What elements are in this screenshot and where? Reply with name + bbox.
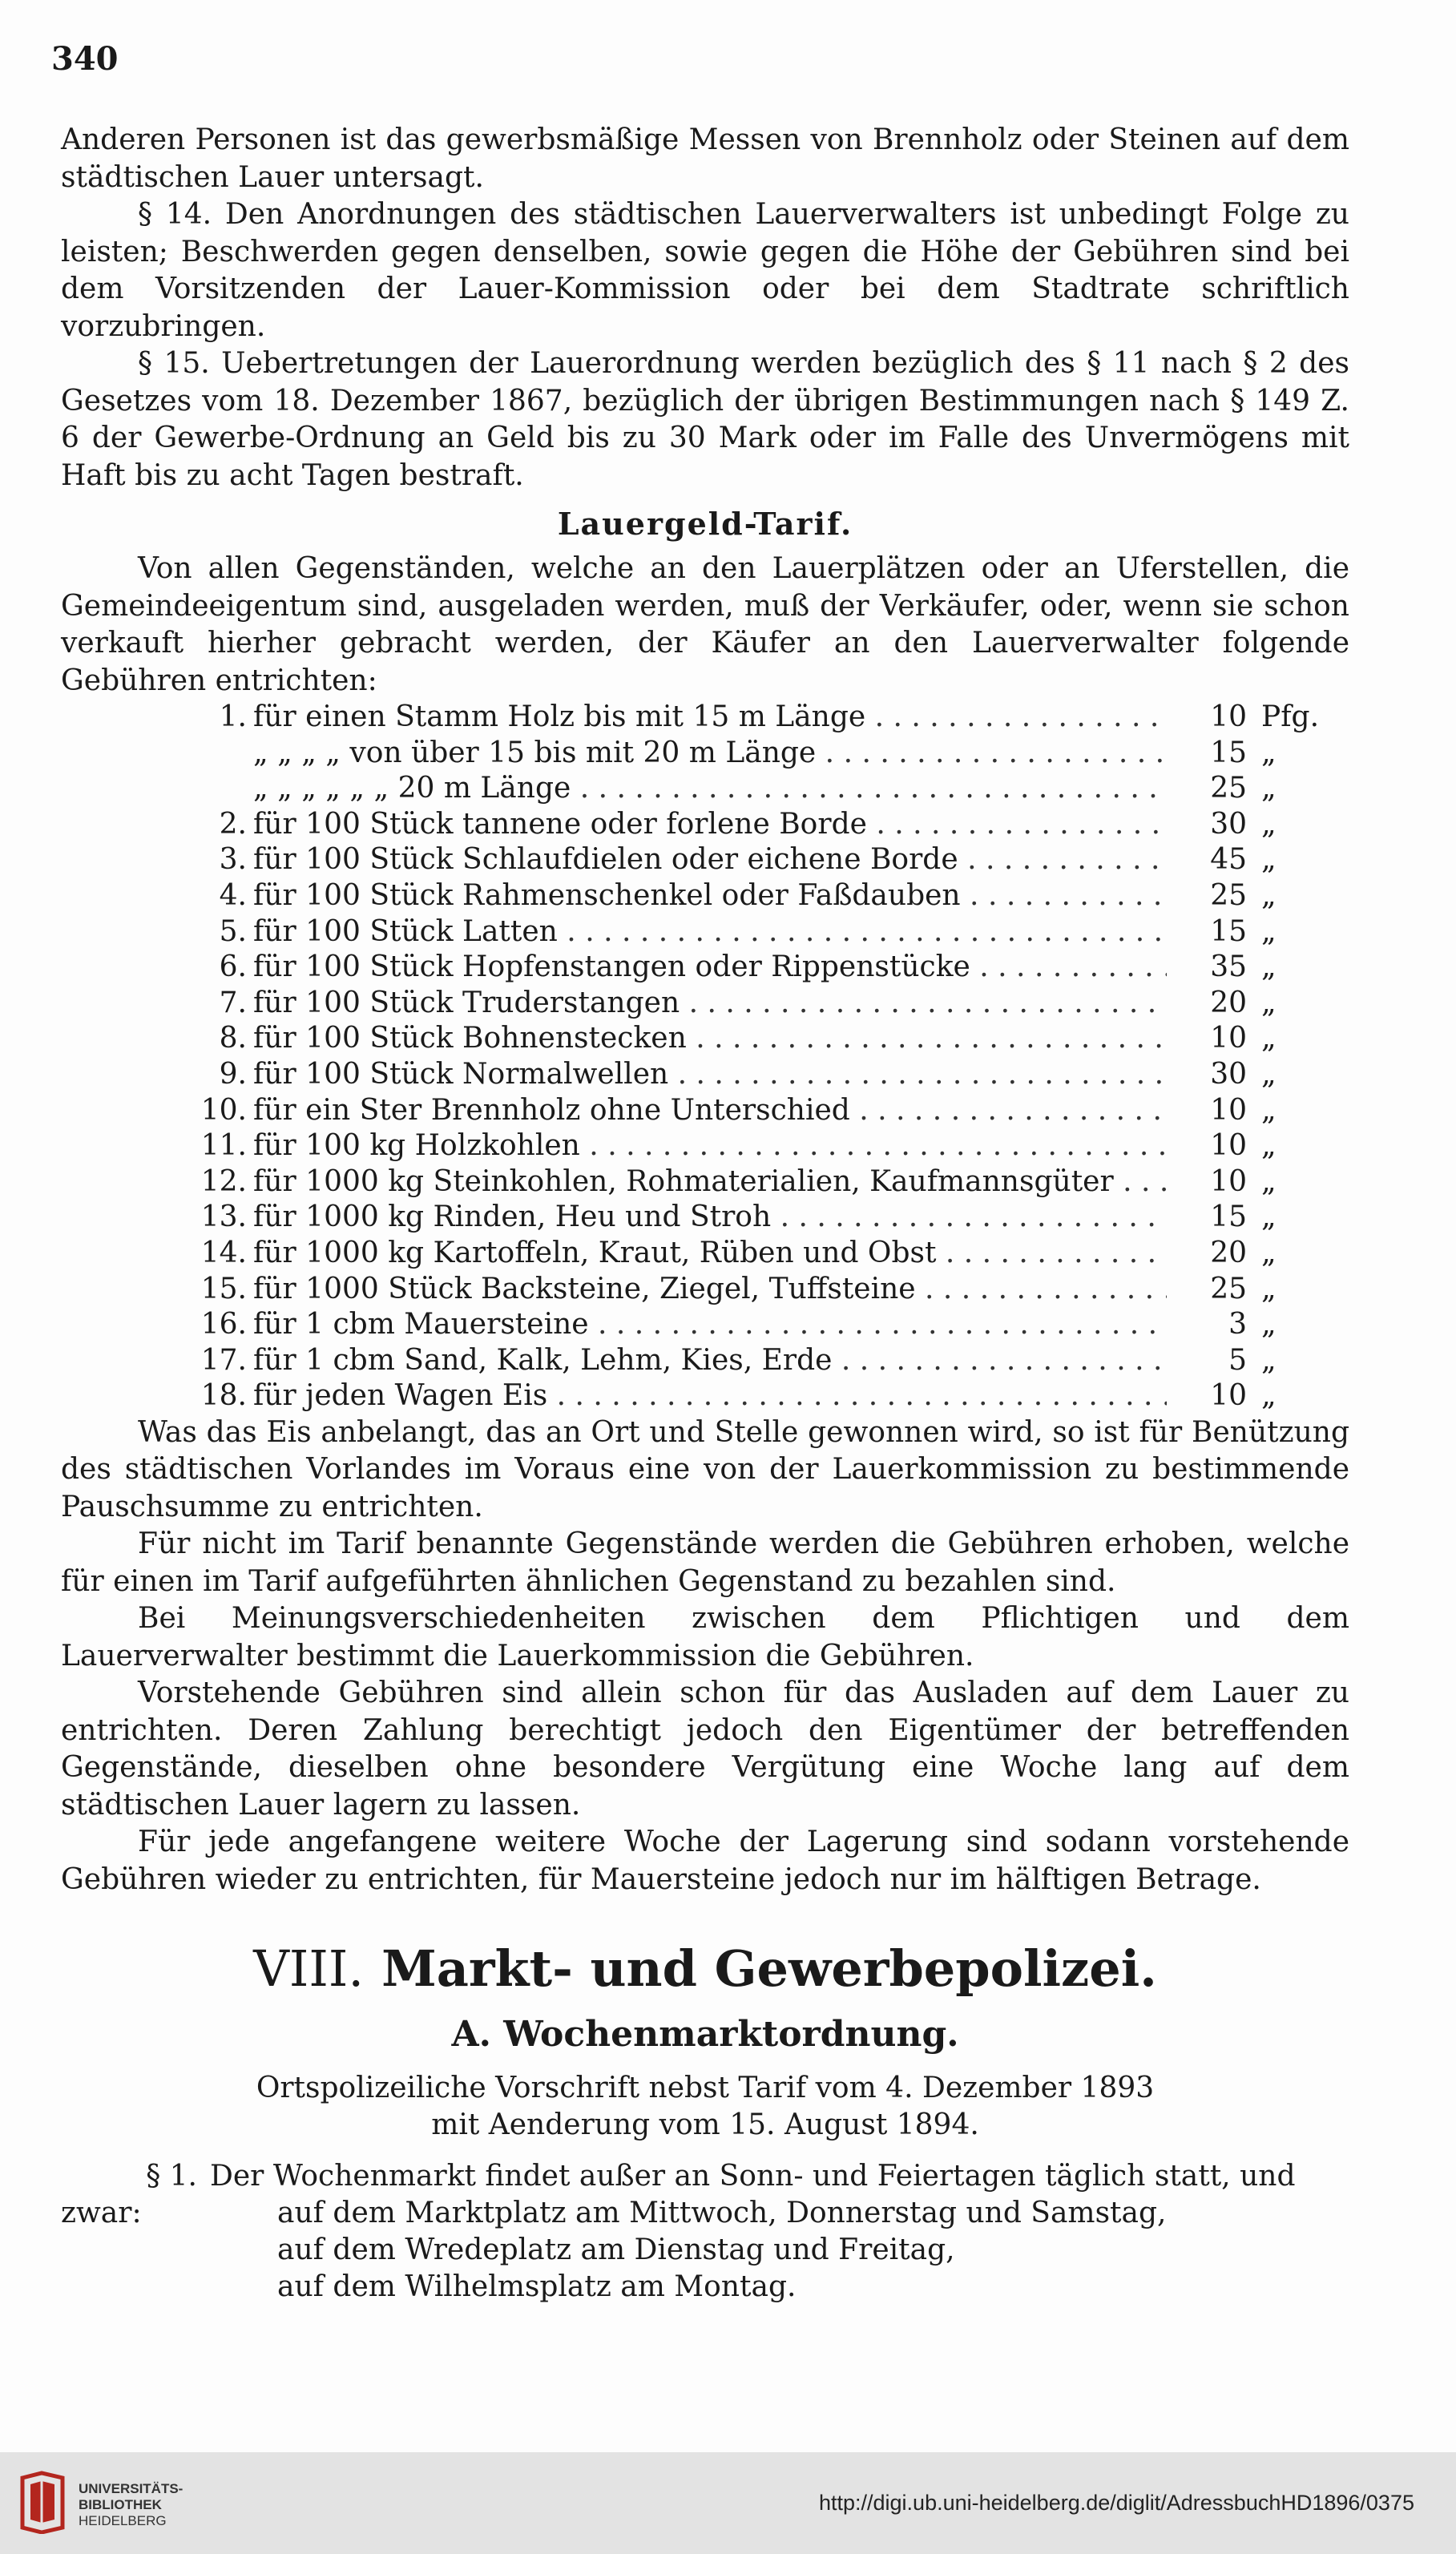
- tarif-item-unit: „: [1261, 1343, 1277, 1377]
- tarif-item-price: 35: [1210, 950, 1247, 984]
- tarif-item-price: 10: [1210, 1164, 1247, 1198]
- payment-paragraph: Vorstehende Gebühren sind allein schon für das Ausladen auf dem Lauer zu entrichten. Deren Zahlung berechtigt jedoch den Eigentümer der betreffenden Gegenstände, dieselben ohne besondere Vergütung eine Woche lang auf dem städtischen Lauer lagern zu lassen.: [61, 1676, 1349, 1822]
- tarif-item-price: 20: [1210, 986, 1247, 1019]
- tarif-item-text: für 100 Stück Truderstangen . . .: [253, 986, 1167, 1022]
- tarif-item-unit: „: [1261, 1057, 1277, 1091]
- tarif-item-price: 10: [1210, 1379, 1247, 1413]
- paragraph-1: [61, 2158, 1349, 2195]
- tarif-item: [61, 842, 1349, 878]
- tarif-item-price: 5: [1228, 1343, 1247, 1377]
- tarif-item-unit: „: [1261, 1164, 1277, 1198]
- tarif-item-unit: „: [1261, 1272, 1277, 1305]
- tarif-item-number: 15.: [200, 1272, 247, 1305]
- tarif-item-price: 25: [1210, 878, 1247, 912]
- tarif-item-price: 25: [1210, 772, 1247, 805]
- tarif-item-price: 25: [1210, 1272, 1247, 1305]
- tarif-item: [61, 736, 1349, 772]
- tarif-item-price: 10: [1210, 1129, 1247, 1163]
- tarif-item-text: für einen Stamm Holz bis mit 15 m Länge . . .: [253, 700, 1167, 736]
- tarif-item-number: 2.: [219, 807, 247, 841]
- tarif-item-text: für 100 Stück tannene oder forlene Borde . . .: [253, 807, 1167, 843]
- tarif-item-text: „ „ „ „ „ „ 20 m Länge . . .: [253, 771, 1167, 807]
- tarif-item-unit: „: [1261, 807, 1277, 841]
- tarif-item-text: für 1000 kg Kartoffeln, Kraut, Rüben und Obst . . .: [253, 1236, 1167, 1272]
- tarif-item: [61, 1272, 1349, 1308]
- tarif-item-text: für 1000 kg Rinden, Heu und Stroh . . .: [253, 1200, 1167, 1236]
- tarif-item-text: für 1000 kg Steinkohlen, Rohmaterialien, Kaufmannsgüter . . .: [253, 1164, 1167, 1200]
- paragraph-1-label: § 1.: [146, 2160, 197, 2193]
- tarif-item-text: für jeden Wagen Eis . . .: [253, 1378, 1167, 1414]
- tarif-list: [61, 700, 1349, 1414]
- paragraph-14: § 14. Den Anordnungen des städtischen Lauerverwalters ist unbedingt Folge zu leisten; Beschwerden gegen denselben, sowie gegen die Höhe der Gebühren sind bei dem Vorsitzenden der Lauer-Kommission oder bei dem Stadtrate schriftlich vorzubringen.: [61, 198, 1349, 343]
- tarif-item-unit: „: [1261, 843, 1277, 877]
- tarif-item-unit: „: [1261, 1236, 1277, 1269]
- tarif-item: [61, 1021, 1349, 1057]
- tarif-item-number: 8.: [219, 1022, 247, 1055]
- tarif-item-number: 4.: [219, 878, 247, 912]
- tarif-item-unit: „: [1261, 986, 1277, 1019]
- tarif-item-number: 18.: [200, 1379, 247, 1413]
- library-name-line-1: UNIVERSITÄTS-: [79, 2481, 184, 2496]
- market-schedule-line: auf dem Marktplatz am Mittwoch, Donnerstag und Samstag,: [277, 2197, 1167, 2230]
- tarif-item: [61, 807, 1349, 843]
- storage-paragraph: Für jede angefangene weitere Woche der Lagerung sind sodann vorstehende Gebühren wieder zu entrichten, für Mauersteine jedoch nur im hälftigen Betrage.: [61, 1826, 1349, 1896]
- section-title: [61, 1937, 1349, 2001]
- tarif-item-number: 10.: [200, 1093, 247, 1127]
- section-title-text: Markt- und Gewerbepolizei.: [381, 1939, 1157, 1999]
- paragraph-15: § 15. Uebertretungen der Lauerordnung werden bezüglich des § 11 nach § 2 des Gesetzes vom 18. Dezember 1867, bezüglich der übrigen Bestimmungen nach § 149 Z. 6 der Gewerbe-Ordnung an Geld bis zu 30 Mark oder im Falle des Unvermögens mit Haft bis zu acht Tagen bestraft.: [61, 347, 1349, 492]
- tarif-item-text: für 1 cbm Mauersteine . . .: [253, 1307, 1167, 1343]
- tarif-item-unit: „: [1261, 736, 1277, 769]
- main-text-column: [61, 122, 1349, 2306]
- tarif-item-price: 20: [1210, 1236, 1247, 1269]
- tarif-item-unit: „: [1261, 950, 1277, 984]
- market-schedule: [61, 2195, 1349, 2306]
- disputes-paragraph: Bei Meinungsverschiedenheiten zwischen dem Pflichtigen und dem Lauerverwalter bestimmt die Lauerkommission die Gebühren.: [61, 1602, 1349, 1672]
- tarif-item: [61, 1343, 1349, 1379]
- unlisted-items-paragraph: Für nicht im Tarif benannte Gegenstände werden die Gebühren erhoben, welche für einen im Tarif aufgeführten ähnlichen Gegenstand zu bezahlen sind.: [61, 1527, 1349, 1598]
- tarif-item-price: 10: [1210, 1022, 1247, 1055]
- market-schedule-line: auf dem Wilhelmsplatz am Montag.: [277, 2270, 797, 2304]
- tarif-item: [61, 1164, 1349, 1200]
- tarif-item-number: 9.: [219, 1057, 247, 1091]
- tarif-item-number: 13.: [200, 1200, 247, 1234]
- tarif-item: [61, 1236, 1349, 1272]
- tarif-item-unit: „: [1261, 1129, 1277, 1163]
- decree-line-1: Ortspolizeiliche Vorschrift nebst Tarif vom 4. Dezember 1893: [256, 2072, 1155, 2105]
- tarif-item-unit: „: [1261, 878, 1277, 912]
- tarif-item: [61, 1307, 1349, 1343]
- tarif-item-number: 12.: [200, 1164, 247, 1198]
- tarif-item-text: für 100 Stück Hopfenstangen oder Rippenstücke . . .: [253, 950, 1167, 986]
- tarif-item-text: für 100 kg Holzkohlen . . .: [253, 1128, 1167, 1164]
- tarif-item-price: 10: [1210, 700, 1247, 733]
- tarif-item-price: 15: [1210, 1200, 1247, 1234]
- footer-bar: [0, 2452, 1456, 2554]
- tarif-item-number: 1.: [219, 700, 247, 733]
- tarif-item: [61, 771, 1349, 807]
- tarif-item-price: 30: [1210, 1057, 1247, 1091]
- tarif-item-price: 15: [1210, 914, 1247, 948]
- library-name: [79, 2481, 183, 2529]
- tarif-item-number: 11.: [200, 1129, 247, 1163]
- tarif-item: [61, 1378, 1349, 1414]
- tarif-item-unit: „: [1261, 772, 1277, 805]
- library-name-line-3: HEIDELBERG: [79, 2513, 167, 2528]
- tarif-item-text: für 100 Stück Normalwellen . . .: [253, 1057, 1167, 1093]
- paragraph-1-text: Der Wochenmarkt findet außer an Sonn- und Feiertagen täglich statt, und: [210, 2160, 1296, 2193]
- tarif-item-number: 3.: [219, 843, 247, 877]
- tarif-item-unit: „: [1261, 1022, 1277, 1055]
- section-numeral: VIII.: [253, 1939, 365, 1999]
- tarif-item-text: für 1000 Stück Backsteine, Ziegel, Tuffsteine . . .: [253, 1272, 1167, 1308]
- tarif-item-text: für ein Ster Brennholz ohne Unterschied . . .: [253, 1093, 1167, 1129]
- source-url-link[interactable]: http://digi.ub.uni-heidelberg.de/diglit/AdressbuchHD1896/0375: [818, 2491, 1414, 2515]
- tarif-item: [61, 950, 1349, 986]
- tarif-item-price: 45: [1210, 843, 1247, 877]
- tarif-item-text: für 100 Stück Bohnenstecken . . .: [253, 1021, 1167, 1057]
- tarif-item: [61, 1093, 1349, 1129]
- university-library-logo-icon: [18, 2470, 67, 2534]
- page-number: 340: [51, 40, 119, 78]
- tarif-item: [61, 1057, 1349, 1093]
- tarif-item-unit: „: [1261, 1200, 1277, 1234]
- tarif-item-text: für 100 Stück Rahmenschenkel oder Faßdauben . . .: [253, 878, 1167, 914]
- tarif-item-number: 5.: [219, 914, 247, 948]
- tarif-item-unit: „: [1261, 914, 1277, 948]
- tarif-item-number: 6.: [219, 950, 247, 984]
- tarif-item-number: 16.: [200, 1308, 247, 1342]
- tarif-item: [61, 986, 1349, 1022]
- tarif-item-unit: Pfg.: [1261, 700, 1320, 733]
- subsection-title: A. Wochenmarktordnung.: [451, 2014, 959, 2056]
- tarif-item-price: 10: [1210, 1093, 1247, 1127]
- tarif-intro: Von allen Gegenständen, welche an den Lauerplätzen oder an Uferstellen, die Gemeindeeigentum sind, ausgeladen werden, muß der Verkäufer, oder, wenn sie schon verkauft hierher gebracht werden, der Käufer an den Lauerverwalter folgende Gebühren entrichten:: [61, 552, 1349, 697]
- eis-paragraph: Was das Eis anbelangt, das an Ort und Stelle gewonnen wird, so ist für Benützung des städtischen Vorlandes im Voraus eine von der Lauerkommission zu bestimmende Pauschsumme zu entrichten.: [61, 1415, 1349, 1523]
- library-name-line-2: BIBLIOTHEK: [79, 2497, 162, 2512]
- tarif-item: [61, 914, 1349, 950]
- tarif-heading: Lauergeld-Tarif.: [557, 506, 853, 542]
- decree-line-2: mit Aenderung vom 15. August 1894.: [431, 2108, 979, 2142]
- tarif-item-number: 14.: [200, 1236, 247, 1269]
- tarif-item-unit: „: [1261, 1093, 1277, 1127]
- zwar-label: zwar:: [61, 2197, 142, 2230]
- tarif-item-price: 15: [1210, 736, 1247, 769]
- tarif-item-text: für 100 Stück Latten . . .: [253, 914, 1167, 950]
- tarif-item-number: 17.: [200, 1343, 247, 1377]
- tarif-item: [61, 878, 1349, 914]
- tarif-item-unit: „: [1261, 1379, 1277, 1413]
- tarif-item: [61, 1128, 1349, 1164]
- tarif-item-text: für 100 Stück Schlaufdielen oder eichene Borde . . .: [253, 842, 1167, 878]
- intro-paragraph: Anderen Personen ist das gewerbsmäßige Messen von Brennholz oder Steinen auf dem städtischen Lauer untersagt.: [61, 123, 1349, 194]
- tarif-item-text: für 1 cbm Sand, Kalk, Lehm, Kies, Erde . . .: [253, 1343, 1167, 1379]
- tarif-item-price: 3: [1228, 1308, 1247, 1342]
- tarif-item-text: „ „ „ „ von über 15 bis mit 20 m Länge . . .: [253, 736, 1167, 772]
- market-schedule-lines: [277, 2195, 1349, 2306]
- tarif-item: [61, 1200, 1349, 1236]
- tarif-item-unit: „: [1261, 1308, 1277, 1342]
- tarif-item: [61, 700, 1349, 736]
- tarif-item-price: 30: [1210, 807, 1247, 841]
- tarif-item-number: 7.: [219, 986, 247, 1019]
- market-schedule-line: auf dem Wredeplatz am Dienstag und Freitag,: [277, 2233, 955, 2267]
